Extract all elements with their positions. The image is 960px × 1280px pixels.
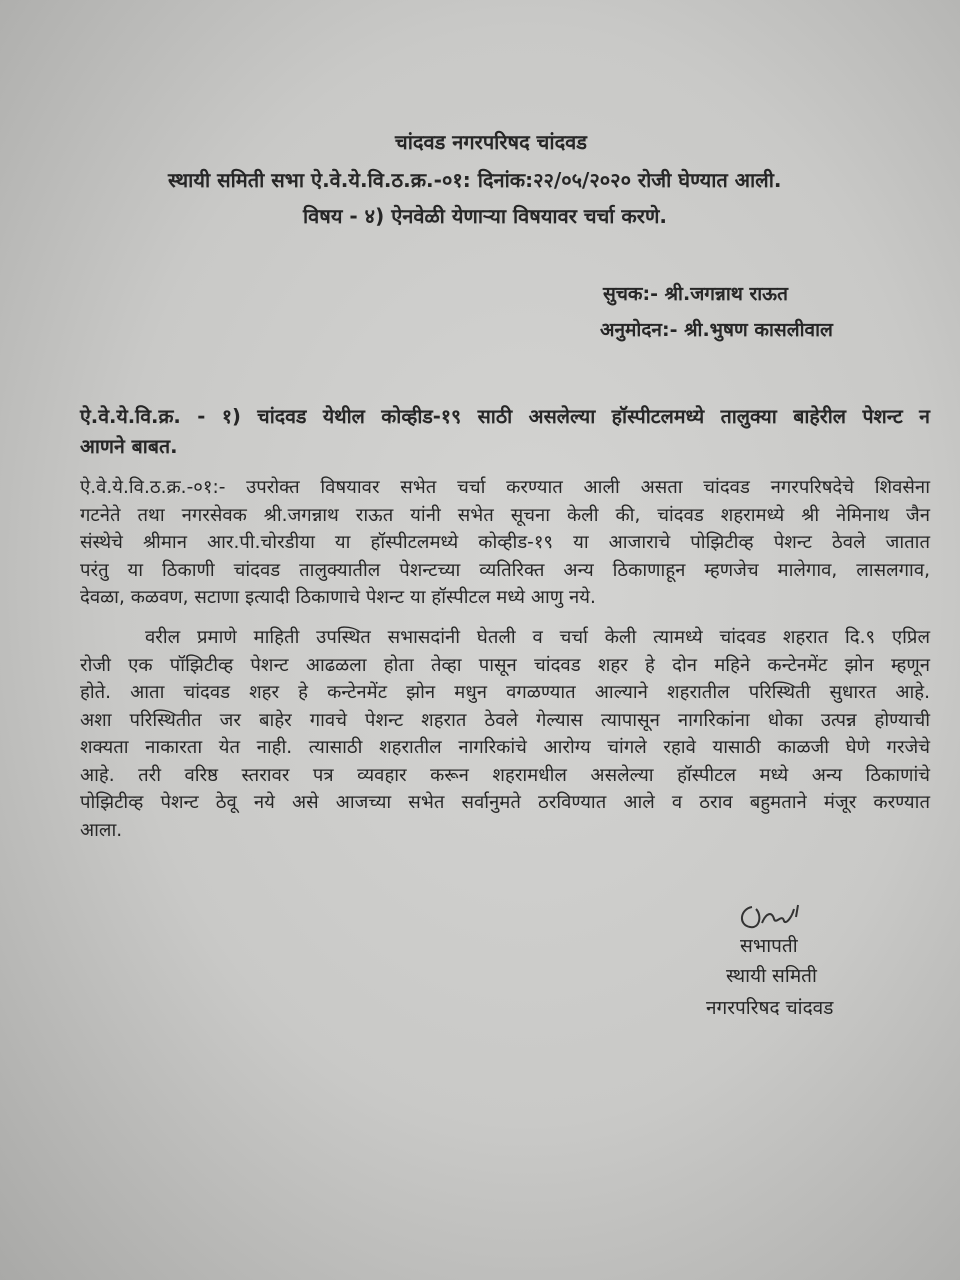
item-title	[80, 402, 930, 462]
paragraph-line: देवळा, कळवण, सटाणा इत्यादी ठिकाणाचे पेशन्ट या हॉस्पीटल मध्ये आणु नये.	[80, 587, 596, 608]
paragraph-line: गटनेते तथा नगरसेवक श्री.जगन्नाथ राऊत यांनी सभेत सूचना केली की, चांदवड शहरामध्ये श्री नेमिनाथ जैन	[80, 504, 930, 526]
paragraph-line: संस्थेचे श्रीमान आर.पी.चोरडीया या हॉस्पीटलमध्ये कोव्हीड-१९ या आजाराचे पोझिटीव्ह पेशन्ट ठेवले जातात	[80, 532, 930, 553]
subject-line: विषय - ४) ऐनवेळी येणाऱ्या विषयावर चर्चा करणे.	[303, 204, 668, 228]
paragraph-line: शक्यता नाकारता येत नाही. त्यासाठी शहरातील नागरिकांचे आरोग्य चांगले रहावे यासाठी काळजी घेणे गरजेचे	[80, 737, 930, 758]
proposer: सुचक:- श्री.जगन्नाथ राऊत	[603, 283, 788, 305]
paragraph-line: परंतु या ठिकाणी चांदवड तालुक्यातील पेशन्टच्या व्यतिरिक्त अन्य ठिकाणाहून म्हणजेच मालेगाव, लासलगाव,	[80, 559, 930, 581]
paragraph-line: वरील प्रमाणे माहिती उपस्थित सभासदांनी घेतली व चर्चा केली त्यामध्ये चांदवड शहरात दि.९ एप्रिल	[145, 627, 930, 648]
paragraph-line: ऐ.वे.ये.वि.ठ.क्र.-०१:- उपरोक्त विषयावर सभेत चर्चा करण्यात आली असता चांदवड नगरपरिषदेचे शिवसेना	[80, 477, 930, 498]
resolution-paragraph-1	[80, 474, 930, 612]
paragraph-line: होते. आता चांदवड शहर हे कन्टेनमेंट झोन मधुन वगळण्यात आल्याने शहरातील परिस्थिती सुधारत आहे.	[80, 682, 930, 703]
office-heading: चांदवड नगरपरिषद चांदवड	[395, 130, 588, 154]
paragraph-line: आला.	[80, 819, 123, 841]
paragraph-line: अशा परिस्थितीत जर बाहेर गावचे पेशन्ट शहरात ठेवले गेल्यास त्यापासून नागरिकांना धोका उत्पन्न होण्याची	[80, 709, 930, 731]
signatory-office: नगरपरिषद चांदवड	[706, 997, 834, 1019]
signatory-title: सभापती	[740, 935, 798, 957]
paragraph-line: पोझिटीव्ह पेशन्ट ठेवू नये असे आजच्या सभेत सर्वानुमते ठरविण्यात आले व ठराव बहुमताने मंजूर करण्यात	[80, 792, 930, 813]
paragraph-line: रोजी एक पॉझिटीव्ह पेशन्ट आढळला होता तेव्हा पासून चांदवड शहर हे दोन महिने कन्टेनमेंट झोन म्हणून	[80, 654, 930, 676]
signatory-committee: स्थायी समिती	[726, 965, 817, 987]
seconder: अनुमोदन:- श्री.भुषण कासलीवाल	[600, 319, 833, 341]
item-title-line: ऐ.वे.ये.वि.क्र. - १) चांदवड येथील कोव्हीड-१९ साठी असलेल्या हॉस्पीटलमध्ये तालुक्या बाहेरील पेशन्ट न	[80, 405, 930, 428]
meeting-line: स्थायी समिती सभा ऐ.वे.ये.वि.ठ.क्र.-०१: दिनांक:२२/०५/२०२० रोजी घेण्यात आली.	[168, 168, 782, 192]
resolution-paragraph-2	[80, 624, 930, 844]
item-title-line: आणने बाबत.	[80, 435, 178, 458]
paragraph-line: आहे. तरी वरिष्ठ स्तरावर पत्र व्यवहार करून शहरामधील असलेल्या हॉस्पीटल मध्ये अन्य ठिकाणांचे	[80, 764, 930, 786]
